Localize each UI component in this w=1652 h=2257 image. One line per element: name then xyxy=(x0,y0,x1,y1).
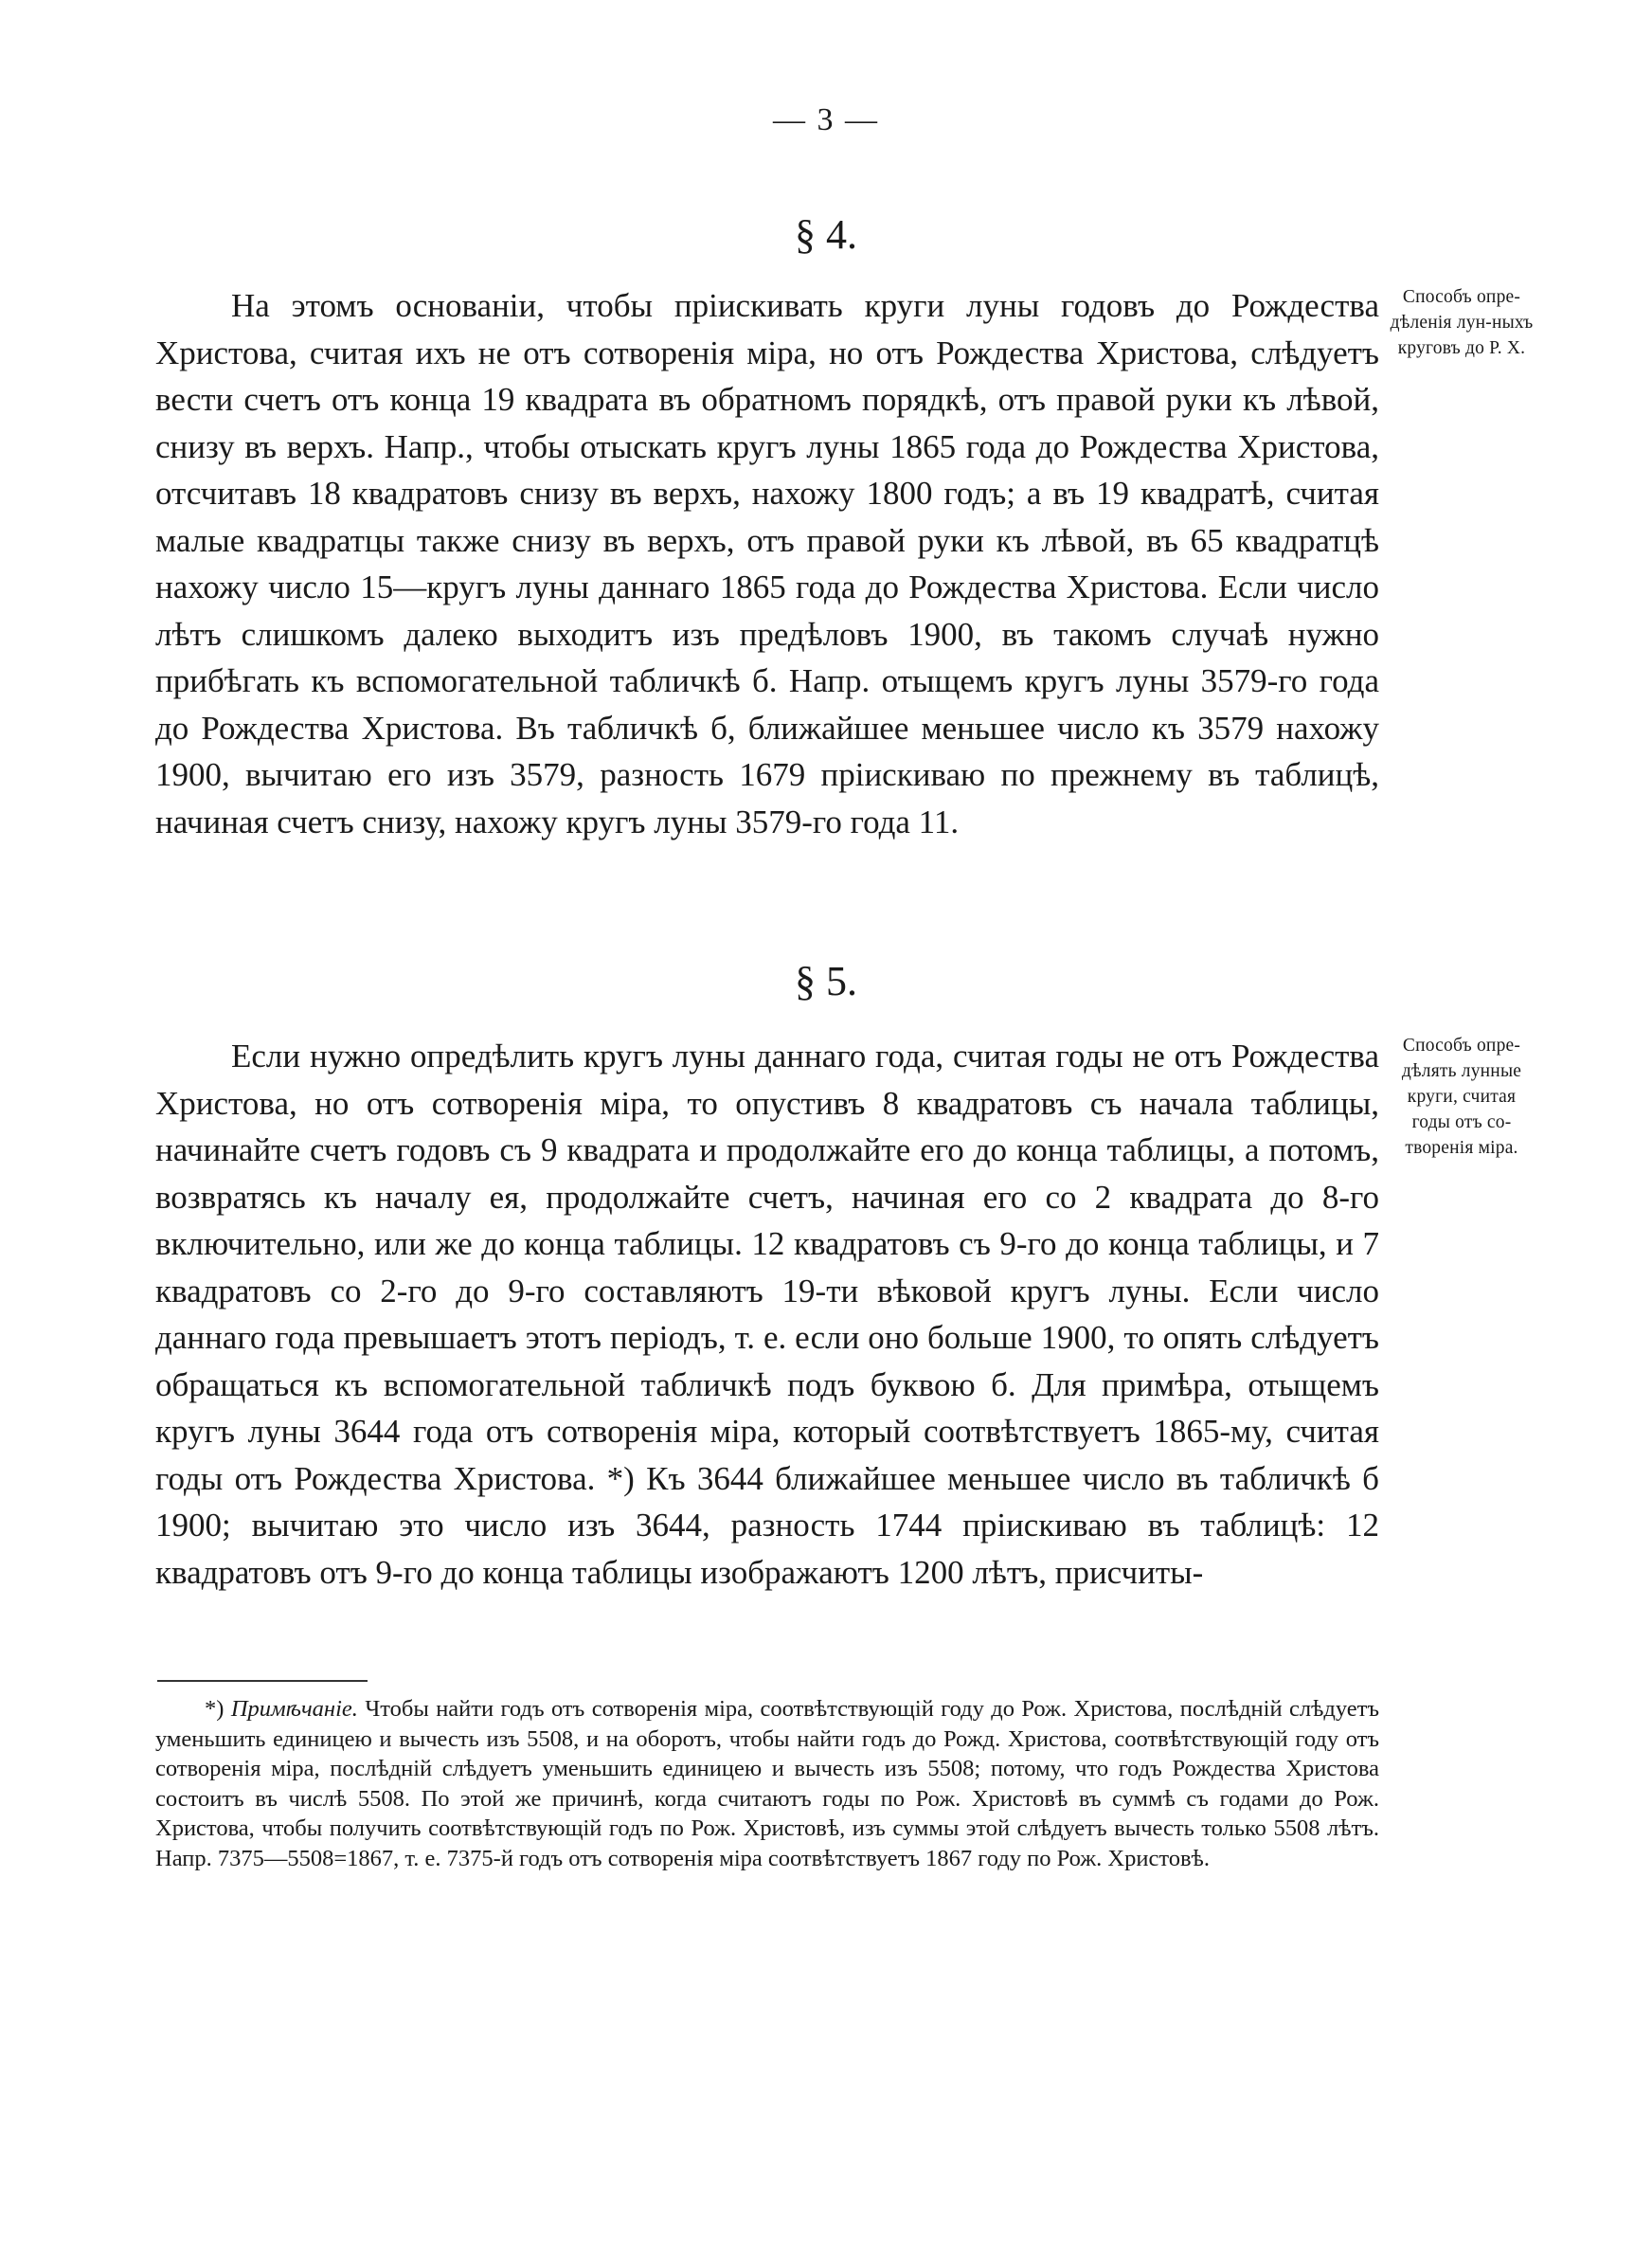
section-4-heading: § 4. xyxy=(795,211,857,258)
footnote-text: Чтобы найти годъ отъ сотворенія міра, соотвѣтствующій году до Рож. Христова, послѣдній слѣдуетъ уменьшить единицею и вычесть изъ 5508, и на оборотъ, чтобы найти годъ до Рожд. Христова, соотвѣтствующій году отъ сотворенія міра, послѣдній слѣдуетъ уменьшить единицею и вычесть изъ 5508; потому, что годъ Рождества Христова состоитъ въ числѣ 5508. По этой же причинѣ, когда считаютъ годы по Рож. Христовѣ въ суммѣ съ годами до Рож. Христова, чтобы получить соотвѣтствующій годъ по Рож. Христовѣ, изъ суммы этой слѣдуетъ вычесть только 5508 лѣтъ. Напр. 7375—5508=1867, т. е. 7375-й годъ отъ сотворенія міра соотвѣтствуетъ 1867 году по Рож. Христовѣ. xyxy=(155,1696,1380,1871)
section-5-paragraph: Если нужно опредѣлить кругъ луны даннаго года, считая годы не отъ Рождества Христова, но отъ сотворенія міра, то опустивъ 8 квадратовъ съ начала таблицы, начинайте счетъ годовъ съ 9 квадрата и продолжайте его до конца таблицы, а потомъ, возвратясь къ началу ея, продолжайте счетъ, начиная его со 2 квадрата до 8-го включительно, или же до конца таблицы. 12 квадратовъ съ 9-го до конца таблицы, и 7 квадратовъ со 2-го до 9-го составляютъ 19-ти вѣковой кругъ луны. Если число даннаго года превышаетъ этотъ періодъ, т. е. если оно больше 1900, то опять слѣдуетъ обращаться къ вспомогательной табличкѣ подъ буквою б. Для примѣра, отыщемъ кругъ луны 3644 года отъ сотворенія міра, который соотвѣтствуетъ 1865-му, считая годы отъ Рождества Христова. *) Къ 3644 ближайшее меньшее число въ табличкѣ б 1900; вычитаю это число изъ 3644, разность 1744 пріискиваю въ таблицѣ: 12 квадратовъ отъ 9-го до конца таблицы изображаютъ 1200 лѣтъ, присчиты- xyxy=(155,1038,1379,1591)
section-5-margin-note: Способъ опре-дѣлять лунные круги, считая годы отъ со-творенія міра. xyxy=(1401,1036,1522,1158)
section-4-margin-note: Способъ опре-дѣленія лун-ныхъ круговъ до Р. Х. xyxy=(1390,287,1534,358)
footnote-marker: *) xyxy=(205,1696,224,1722)
section-4-paragraph: На этомъ основаніи, чтобы пріискивать круги луны годовъ до Рождества Христова, считая ихъ не отъ сотворенія міра, но отъ Рождества Христова, слѣдуетъ вести счетъ отъ конца 19 квадрата въ обратномъ порядкѣ, отъ правой руки къ лѣвой, снизу въ верхъ. Напр., чтобы отыскать кругъ луны 1865 года до Рождества Христова, отсчитавъ 18 квадратовъ снизу въ верхъ, нахожу 1800 годъ; а въ 19 квадратѣ, считая малые квадратцы также снизу въ верхъ, отъ правой руки къ лѣвой, въ 65 квадратцѣ нахожу число 15—кругъ луны даннаго 1865 года до Рождества Христова. Если число лѣтъ слишкомъ далеко выходитъ изъ предѣловъ 1900, въ такомъ случаѣ нужно прибѣгать къ вспомогательной табличкѣ б. Напр. отыщемъ кругъ луны 3579-го года до Рождества Христова. Въ табличкѣ б, ближайшее меньшее число къ 3579 нахожу 1900, вычитаю его изъ 3579, разность 1679 пріискиваю по прежнему въ таблицѣ, начиная счетъ снизу, нахожу кругъ луны 3579-го года 11. xyxy=(155,287,1379,840)
footnote-label: Примѣчаніе. xyxy=(230,1696,358,1722)
section-5-heading: § 5. xyxy=(795,958,857,1004)
footnote-separator xyxy=(157,1680,368,1682)
page-number: — 3 — xyxy=(773,102,879,137)
footnote xyxy=(155,1694,1379,1874)
